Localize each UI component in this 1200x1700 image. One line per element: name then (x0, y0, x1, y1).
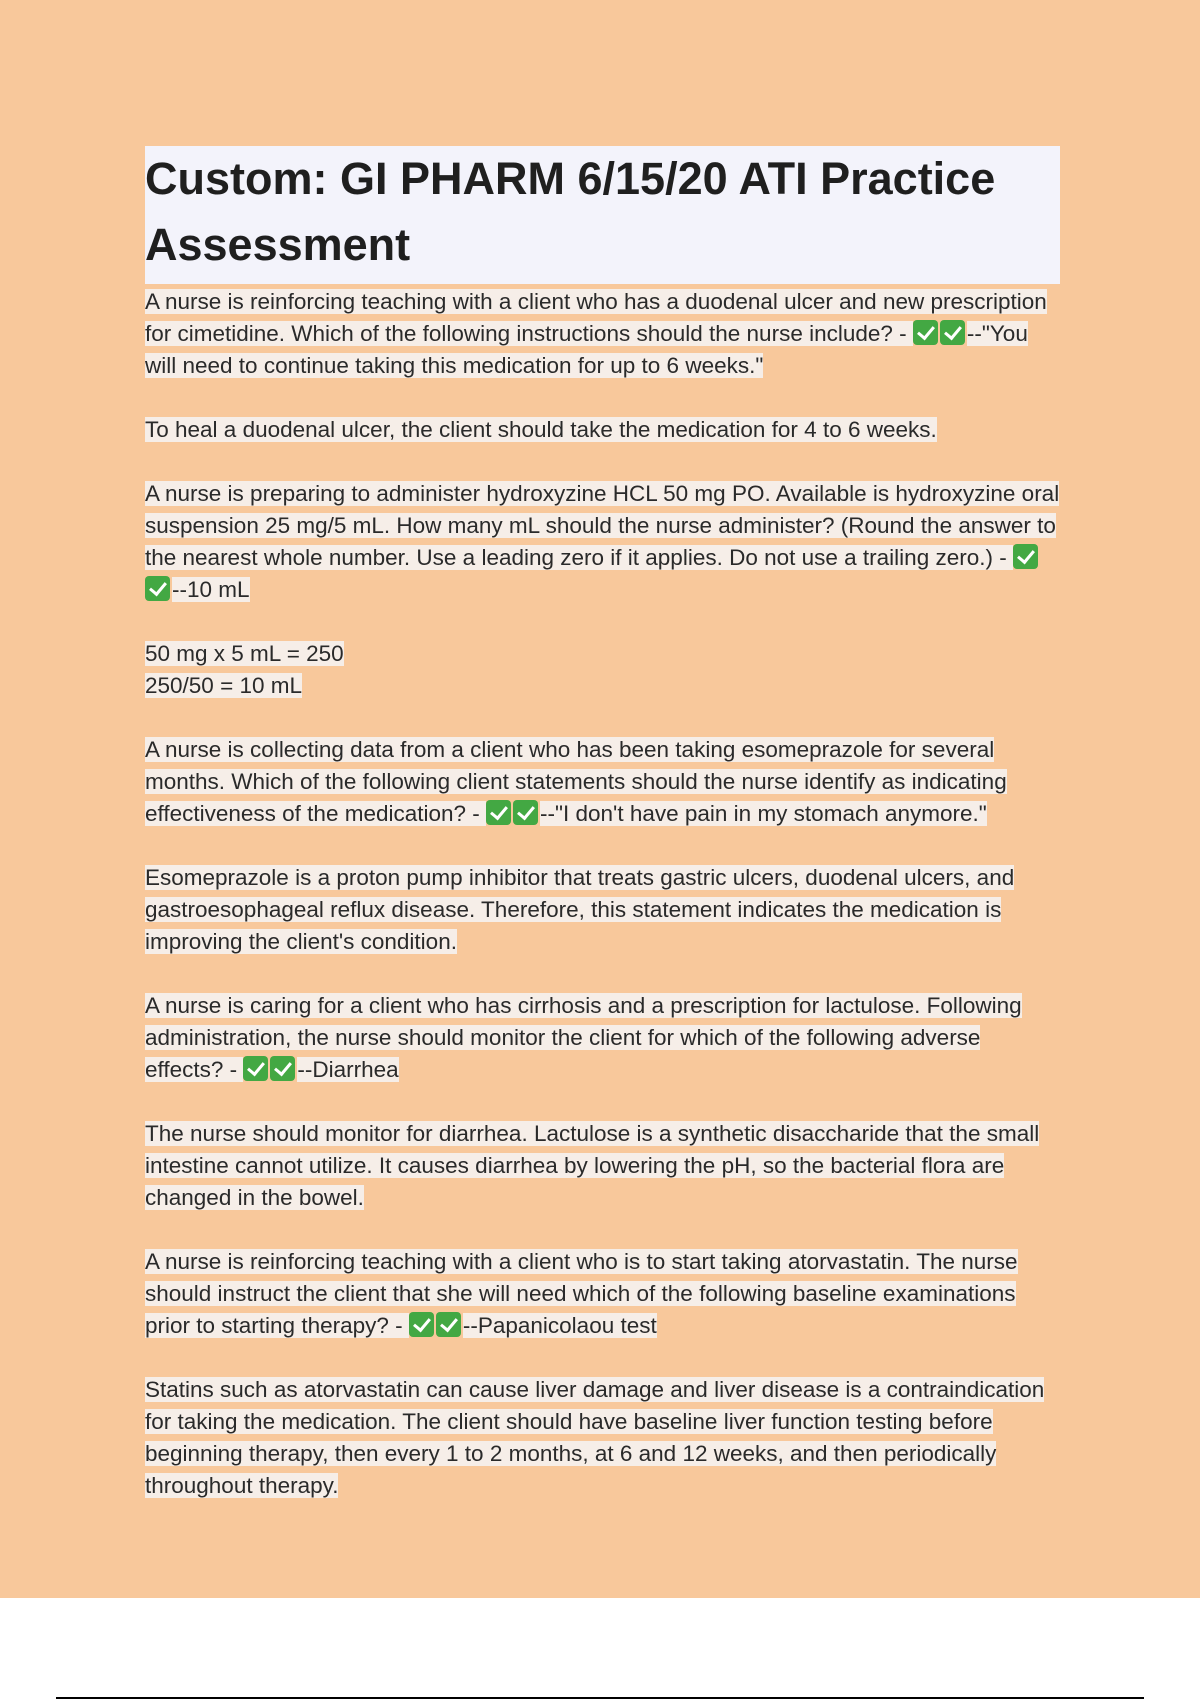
check-mark-icon (270, 1056, 295, 1081)
question-text: A nurse is reinforcing teaching with a client who has a duodenal ulcer and new prescription for cimetidine. Which of the following instructions should the nurse include? - (145, 289, 1047, 346)
answer-text: --10 mL (172, 577, 250, 602)
rationale-text (145, 862, 1060, 958)
question-item (145, 286, 1060, 382)
document-body (145, 286, 1060, 1502)
check-mark-icon (409, 1312, 434, 1337)
question-text: A nurse is caring for a client who has cirrhosis and a prescription for lactulose. Following administration, the nurse should monitor the client for which of the following adverse effects? - (145, 993, 1022, 1082)
question-item (145, 734, 1060, 830)
check-mark-icon (145, 576, 170, 601)
answer-text: --"You will need to continue taking this medication for up to 6 weeks." (145, 321, 1028, 378)
page-divider (56, 1697, 1144, 1699)
answer-text: --Papanicolaou test (462, 1313, 657, 1338)
rationale-line: The nurse should monitor for diarrhea. Lactulose is a synthetic disaccharide that the small intestine cannot utilize. It causes diarrhea by lowering the pH, so the bacterial flora are changed in the bowel. (145, 1121, 1040, 1210)
question-text: A nurse is preparing to administer hydroxyzine HCL 50 mg PO. Available is hydroxyzine oral suspension 25 mg/5 mL. How many mL should the nurse administer? (Round the answer to the nearest whole number. Use a leading zero if it applies. Do not use a trailing zero.) - (145, 481, 1060, 570)
check-mark-icon (513, 800, 538, 825)
rationale-line: 250/50 = 10 mL (145, 673, 302, 698)
check-mark-icon (436, 1312, 461, 1337)
question-item (145, 990, 1060, 1086)
rationale-text (145, 1374, 1060, 1502)
rationale-text (145, 1118, 1060, 1214)
answer-text: --"I don't have pain in my stomach anymore." (540, 801, 987, 826)
rationale-text (145, 414, 1060, 446)
check-mark-icon (243, 1056, 268, 1081)
check-mark-icon (940, 320, 965, 345)
check-mark-icon (913, 320, 938, 345)
rationale-line: To heal a duodenal ulcer, the client should take the medication for 4 to 6 weeks. (145, 417, 937, 442)
document-content (145, 146, 1060, 1534)
rationale-line: Statins such as atorvastatin can cause liver damage and liver disease is a contraindication for taking the medication. The client should have baseline liver function testing before beginning therapy, then every 1 to 2 months, at 6 and 12 weeks, and then periodically throughout therapy. (145, 1377, 1045, 1498)
title-block (145, 146, 1060, 284)
question-text: A nurse is collecting data from a client who has been taking esomeprazole for several months. Which of the following client statements should the nurse identify as indicating effectiveness of the medication? - (145, 737, 1007, 826)
question-item (145, 1246, 1060, 1342)
rationale-line: 50 mg x 5 mL = 250 (145, 641, 344, 666)
check-mark-icon (1013, 544, 1038, 569)
rationale-line: Esomeprazole is a proton pump inhibitor that treats gastric ulcers, duodenal ulcers, and gastroesophageal reflux disease. Therefore, this statement indicates the medication is improving the client's condition. (145, 865, 1015, 954)
page-title: Custom: GI PHARM 6/15/20 ATI Practice Assessment (145, 153, 996, 270)
rationale-text (145, 638, 1060, 702)
check-mark-icon (486, 800, 511, 825)
question-item (145, 478, 1060, 606)
answer-text: --Diarrhea (297, 1057, 399, 1082)
question-text: A nurse is reinforcing teaching with a client who is to start taking atorvastatin. The nurse should instruct the client that she will need which of the following baseline examinations prior to starting therapy? - (145, 1249, 1018, 1338)
